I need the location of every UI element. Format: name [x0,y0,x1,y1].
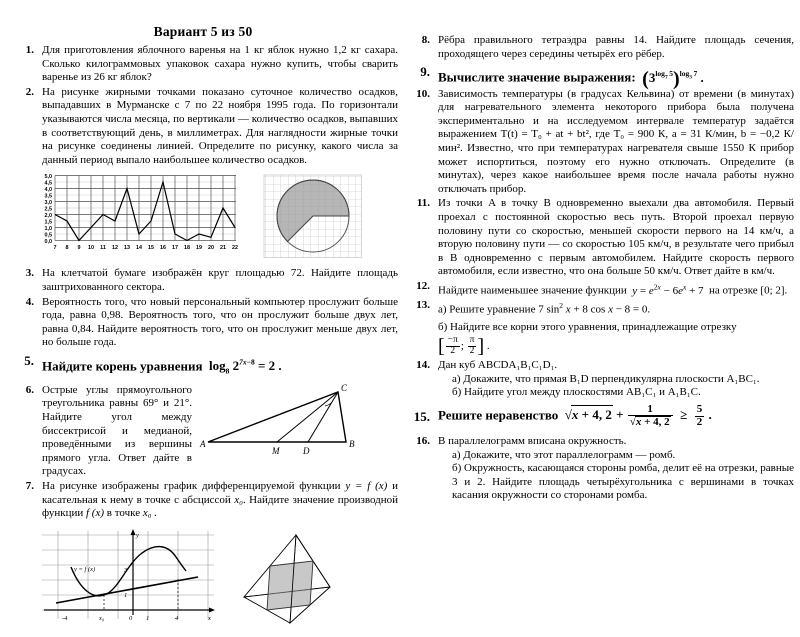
problem-text: Острые углы прямоугольного треугольника равны 69° и 21°. Найдите угол между биссектрисой и медианой, проведёнными из вершины прямого угла. Ответ дайте в градусах. [42,383,192,478]
problem-number: 4. [25,295,34,308]
ytick-1: 1 [124,591,128,599]
problem-15 [404,404,794,429]
svg-text:5,0: 5,0 [44,174,52,181]
tetrahedron-svg [228,527,358,637]
problem-text [438,299,794,357]
problem-text: Из точки A в точку B одновременно выехали два автомобиля. Первый проехал с постоянной скоростью весь путь. Второй проехал первую половину пути со скоростью, меньшей скорости первого на 14 км/ч, а вторую половину пути — со скоростью 105 км/ч, в результате чего прибыл в B одновременно с первым автомобилем. Найдите скорость первого автомобиля, если известно, что она больше 50 км/ч. Ответ дайте в км/ч. [438,197,794,278]
problem-4 [8,296,398,350]
problem-number: 12. [416,280,430,292]
svg-text:17: 17 [172,245,178,252]
svg-text:1,5: 1,5 [44,219,52,226]
problem-7-e: . Найдите значение производной функции [42,493,399,520]
figures-row-chart [26,169,398,265]
problem-11 [404,197,794,279]
chart-minor-grid [55,176,236,235]
problem-number: 16. [416,434,430,447]
problem-7 [8,480,398,521]
xtick-neg4: -4 [62,614,68,622]
problem-12-formula: $y = e^{2x} - 6e^x + 7$ [632,282,707,297]
x-axis-arrow [209,607,215,612]
problem-12-suffix: на отрезке [0; 2]. [709,284,788,297]
problem-text: На клетчатой бумаге изображён круг площадью 72. Найдите площадь заштрихованного сектора. [42,267,398,293]
problem-9 [404,64,794,90]
problem-7-a: На рисунке изображены график дифференцируемой функции [42,479,341,492]
problem-6-content [42,384,398,479]
problem-13 [404,299,794,357]
problem-number: 13. [416,299,430,312]
problem-16-part-b: б) Окружность, касающаяся стороны ромба, делит её на отрезки, равные 3 и 2. Найдите площадь четырёхугольника с вершинами в точках касания окружности со сторонами ромба. [452,462,794,502]
svg-text:9: 9 [77,245,81,252]
svg-text:2,5: 2,5 [44,206,52,213]
problem-14-part-b: б) Найдите угол между плоскостями AB₁C₁ и A₁B₁C. [452,386,701,399]
shaded-sector-figure [258,169,373,265]
svg-text:18: 18 [184,245,190,252]
svg-text:19: 19 [196,245,202,252]
tetrahedron-figure [228,527,358,637]
problem-12 [404,280,794,298]
y-axis-label: y [136,531,139,539]
svg-text:11: 11 [100,245,106,252]
problem-text [438,65,794,90]
problem-text [42,354,398,380]
problem-text: Рёбра правильного тетраэдра равны 14. Найдите площадь сечения, проходящего через середины четырёх его рёбер. [438,34,794,60]
svg-text:3,5: 3,5 [44,193,52,200]
svg-text:C: C [341,383,348,393]
function-tangent-graph [38,527,218,627]
svg-text:D: D [303,445,310,456]
problem-5-prefix: Найдите корень уравнения [42,358,203,374]
xtick-0: 0 [129,614,133,622]
problem-number: 3. [25,267,34,280]
problem-14-intro: Дан куб ABCDA₁B₁C₁D₁. [438,359,558,372]
svg-text:0,0: 0,0 [44,239,52,246]
x-axis-label: x [208,614,211,622]
chart-svg [26,169,248,261]
svg-text:2,0: 2,0 [44,213,52,220]
svg-text:1,0: 1,0 [44,226,52,233]
problem-10 [404,88,794,197]
graph-labels [62,532,211,622]
problem-number: 15. [413,408,430,424]
bisector-CD [308,392,338,442]
problem-text [438,280,794,298]
problem-text: Зависимость температуры (в градусах Кельвина) от времени (в минутах) для нагревательного элемента некоторого прибора была получена экспериментально и на исследуемом интервале температур задаётся выражением T(t) = T₀ + at + bt², где T₀ = 900 К, a = 31 К/мин, b = −0,2 К/мин². Известно, что при температурах нагревателя свыше 1550 К прибор может испортиться, поэтому его нужно отключать. Определите (в минутах), через какое наибольшее время после начала работы нужно отключать прибор. [438,87,794,195]
problem-number: 5. [24,352,34,368]
svg-text:8: 8 [65,245,69,252]
triangle-svg [198,384,358,458]
problem-8 [404,34,794,61]
problem-13-part-b: б) Найдите все корни этого уравнения, принадлежащие отрезку [438,320,737,333]
svg-text:15: 15 [148,245,154,252]
problem-14-part-a: а) Докажите, что прямая B₁D перпендикулярна плоскости A₁BC₁. [452,372,760,385]
triangle-ABC [208,392,346,442]
svg-text:B: B [349,438,355,449]
problem-2 [8,86,398,168]
problem-text [42,480,398,521]
problem-13-part-a: а) Решите уравнение 7 $\sin^2 x + 8$ cos x − 8 = 0. [438,301,651,316]
svg-text:22: 22 [232,245,238,252]
problem-9-formula: $(3^{log_7 5})^{log_3 7}$ . [642,67,704,90]
problem-7-d: x₀ [234,493,243,506]
problem-16-part-a: а) Докажите, что этот параллелограмм — ромб. [452,448,676,461]
problem-number: 6. [25,383,34,396]
svg-text:7: 7 [53,245,57,252]
problem-1 [8,44,398,85]
svg-text:21: 21 [220,245,226,252]
median-CM [277,392,338,442]
problem-number: 2. [25,85,34,98]
ytick-3: 3 [124,566,128,574]
problem-7-g: в точке [106,507,141,520]
svg-text:0,5: 0,5 [44,232,52,239]
problem-text [438,359,794,400]
left-column [8,0,399,622]
y-axis-ticks [45,174,53,245]
graph-grid [42,531,214,619]
problem-number: 8. [421,34,430,46]
problem-16-intro: В параллелограмм вписана окружность. [438,434,627,447]
problem-16 [404,435,794,503]
svg-text:16: 16 [160,245,166,252]
problem-number: 9. [420,64,430,80]
svg-text:20: 20 [208,245,214,252]
problem-text: Вероятность того, что новый персональный компьютер прослужит больше года, равна 0,98. Вероятность того, что он прослужит больше двух лет, равна 0,84. Найдите вероятность того, что он прослужит меньше двух лет, но больше года. [42,295,398,349]
problem-number: 14. [416,359,430,372]
xtick-4: 4 [175,614,179,622]
precipitation-line-chart [26,169,248,261]
svg-text:12: 12 [112,245,118,252]
pie-svg [258,169,373,265]
page-title: Вариант 5 из 50 [153,24,253,39]
chart-data-line [55,182,235,241]
problem-3 [8,267,398,294]
problem-number: 7. [25,479,34,492]
svg-text:M: M [272,445,280,456]
y-axis-arrow [131,529,136,535]
problem-text: Для приготовления яблочного варенья на 1 кг яблок нужно 1,2 кг сахара. Сколько килограммовых упаковок сахара нужно купить, чтобы сварить варенье из 26 кг яблок? [42,44,398,84]
problem-text [438,404,794,429]
svg-text:4,5: 4,5 [44,180,52,187]
xtick-1: 1 [146,614,150,622]
triangle-figure [198,384,358,479]
svg-text:14: 14 [136,245,142,252]
problem-text: На рисунке жирными точками показано суточное количество осадков, выпадавших в Мурманске с 7 по 22 ноября 1995 года. По горизонтали указываются числа месяца, по вертикали — количество осадков, выпавших в соответствующий день, в миллиметрах. Для наглядности жирные точки на рисунке соединены линией. Определите по рисунку, какого числа за данный период выпало наибольшее количество осадков. [42,85,398,166]
problem-15-formula: √x + 4, 2 + $\frac{1}{√x + 4, 2}$ ≥ $\frac{5}{2}$ . [561,402,712,429]
right-column [404,0,794,566]
problem-5-formula: $\log_8 2^{7x-8} = 2$ . [205,357,282,376]
svg-text:3,0: 3,0 [44,200,52,207]
problem-5 [8,354,398,380]
problem-number: 11. [416,197,430,210]
problem-text [438,435,794,503]
svg-text:A: A [200,438,206,449]
problem-15-prefix: Решите неравенство [438,407,559,423]
problem-7-b: y = f (x) [345,479,388,492]
problem-6 [8,384,398,479]
curve-label: y = f (x) [74,565,96,573]
problem-number: 1. [25,44,34,56]
xtick-x0: x₀ [99,614,105,622]
svg-text:10: 10 [88,245,94,252]
figures-row-graph [38,527,398,637]
x-axis-ticks [54,245,239,251]
problem-9-prefix: Вычислите значение выражения: [438,69,636,85]
problem-14 [404,359,794,400]
graph-svg [38,527,218,627]
svg-text:4,0: 4,0 [44,187,52,194]
problem-12-prefix: Найдите наименьшее значение функции [438,284,627,297]
problem-7-h: x₀ . [142,507,158,520]
svg-text:13: 13 [124,245,130,252]
problem-number: 10. [416,87,430,100]
problem-7-c: и касательная к нему в точке с абсциссой [42,479,398,506]
problem-13-interval: [ $\frac{-\pi}{2}$ ; $\frac{\pi}{2}$ ] . [438,335,490,358]
problem-7-f: f (x) [86,507,105,520]
cross-section-square [267,561,313,610]
